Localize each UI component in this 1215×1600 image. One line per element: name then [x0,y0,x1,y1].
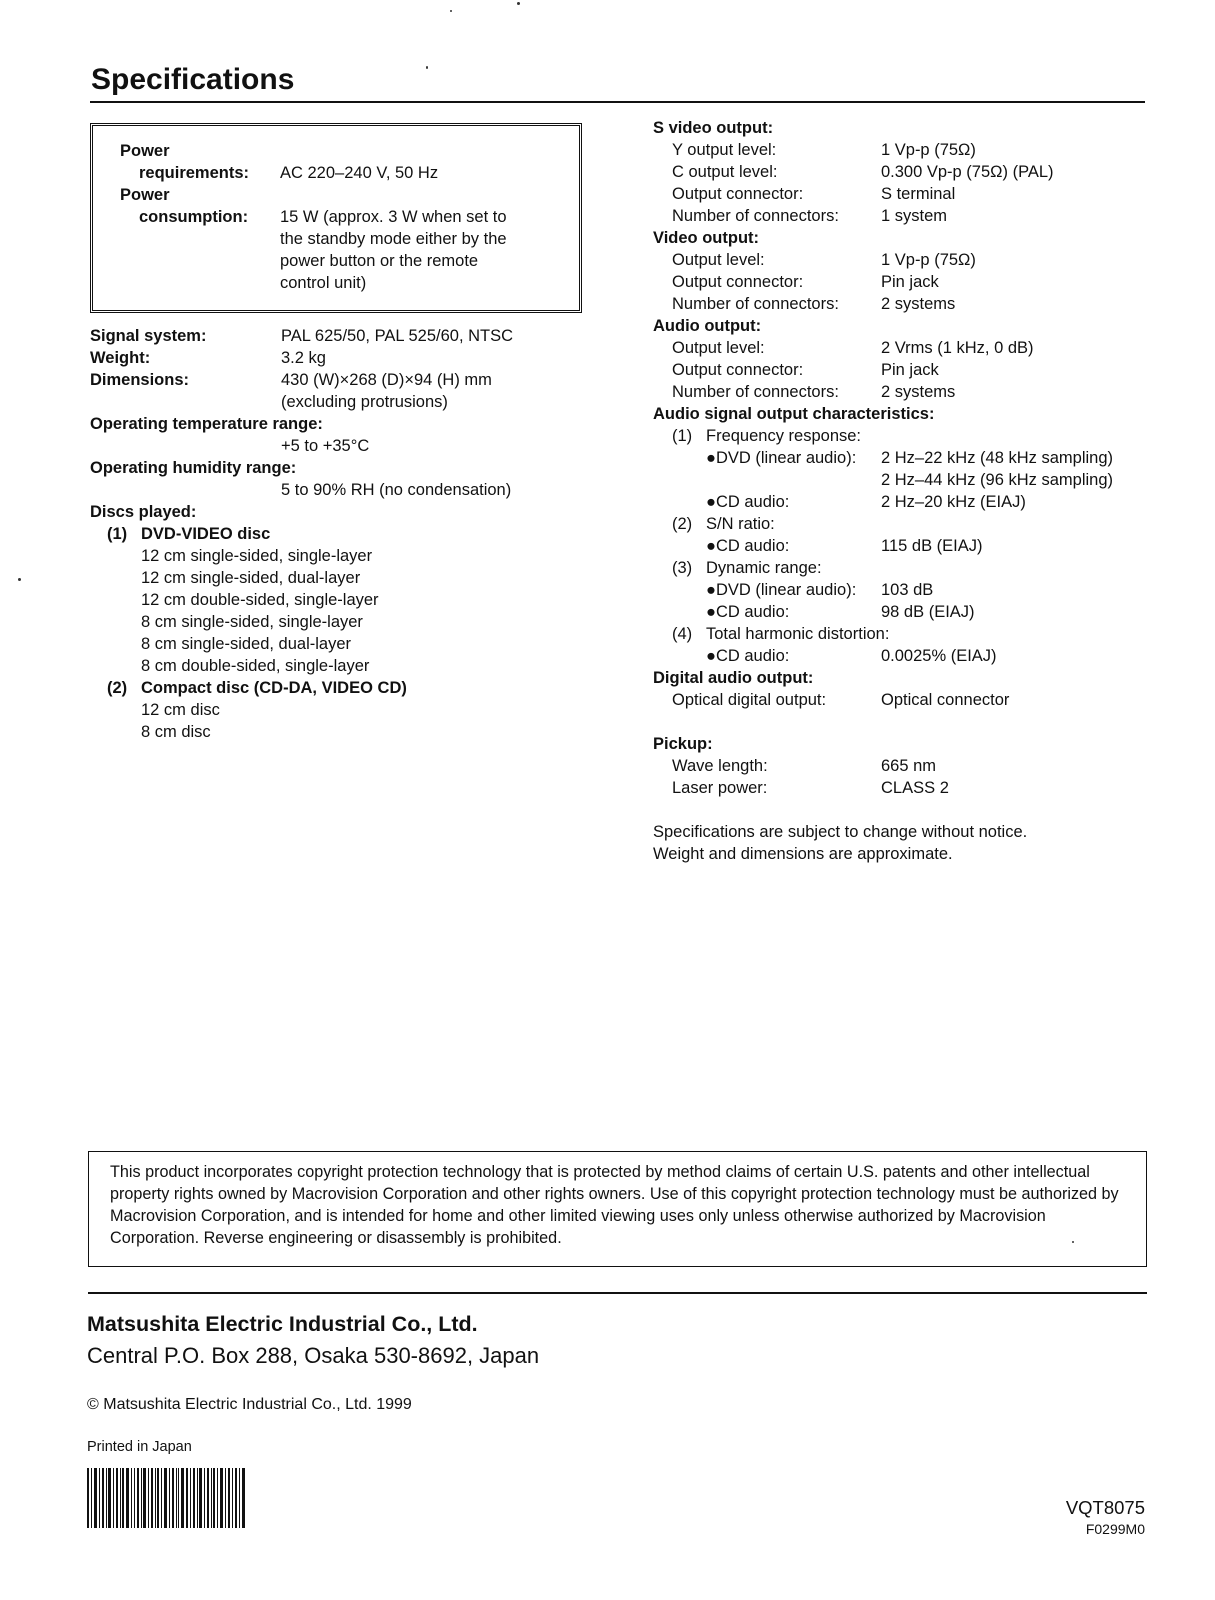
scan-speck [517,2,520,5]
spec-label: Output connector: [672,361,804,379]
company-address: Central P.O. Box 288, Osaka 530-8692, Japan [87,1343,540,1368]
spec-value: 665 nm [881,757,937,775]
print-code: F0299M0 [1085,1521,1145,1537]
disc-item: 8 cm single-sided, single-layer [141,613,363,631]
disc-item: 12 cm single-sided, dual-layer [141,569,361,587]
consumption-line: the standby mode either by the [280,230,507,248]
disc-item: 8 cm single-sided, dual-layer [141,635,352,653]
spec-label: ●CD audio: [706,647,790,665]
spec-value: 103 dB [881,581,934,599]
consumption-line: control unit) [280,274,367,292]
spec-label: Wave length: [672,757,768,775]
spec-value: 1 system [881,207,948,225]
audio-label: Audio output: [653,317,762,335]
spec-value: 2 Hz–20 kHz (EIAJ) [881,493,1026,511]
temperature-label: Operating temperature range: [90,415,323,433]
spec-value: Pin jack [881,273,939,291]
model-code: VQT8075 [1065,1497,1145,1518]
svideo-label: S video output: [653,119,774,137]
spec-label: Number of connectors: [672,295,839,313]
spec-label: Laser power: [672,779,768,797]
consumption-line: power button or the remote [280,252,479,270]
scan-speck [426,66,428,69]
video-label: Video output: [653,229,760,247]
copyright-notice-text: This product incorporates copyright protection technology that is protected by method claims of certain U.S. patents and other intellectual property rights owned by Macrovision Corporation and other rights owners. Use of this copyright protection technology must be authorized by Macrovision Corporation, and is intended for home and other limited viewing uses only unless otherwise authorized by Macrovision Corporation. Reverse engineering or disassembly is prohibited. [110,1163,1119,1247]
disc-item: 12 cm disc [141,701,220,719]
dimensions-value: 430 (W)×268 (D)×94 (H) mm [281,371,492,389]
power-box [90,123,582,313]
spec-value: 2 Hz–44 kHz (96 kHz sampling) [881,471,1113,489]
company-name: Matsushita Electric Industrial Co., Ltd. [87,1312,478,1336]
spec-label: ●DVD (linear audio): [706,449,857,467]
item-number: (3) [672,559,693,577]
consumption-line: 15 W (approx. 3 W when set to [280,208,507,226]
pickup-label: Pickup: [653,735,713,753]
disc-title: DVD-VIDEO disc [141,525,271,543]
spec-value: 115 dB (EIAJ) [881,537,983,555]
spec-label: Number of connectors: [672,383,839,401]
signal-label: Signal system: [90,327,207,345]
requirements-label: requirements: [139,164,250,182]
spec-note: Weight and dimensions are approximate. [653,845,953,863]
spec-label: Output level: [672,251,765,269]
spec-label: ●CD audio: [706,493,790,511]
spec-note: Specifications are subject to change without notice. [653,823,1028,841]
spec-value: 2 systems [881,295,956,313]
spec-label: Y output level: [672,141,777,159]
spec-label: Output connector: [672,185,804,203]
footer-rule [88,1292,1147,1294]
temperature-value: +5 to +35°C [281,437,370,455]
requirements-value: AC 220–240 V, 50 Hz [280,164,439,182]
disc-item: 8 cm disc [141,723,211,741]
title-rule [90,101,1145,103]
spec-label: Output level: [672,339,765,357]
spec-label: ●DVD (linear audio): [706,581,857,599]
disc-number: (2) [107,679,128,697]
discs-label: Discs played: [90,503,197,521]
weight-label: Weight: [90,349,151,367]
item-number: (2) [672,515,693,533]
disc-number: (1) [107,525,128,543]
power-label-2: Power [120,186,170,204]
spec-value: 1 Vp-p (75Ω) [881,251,976,269]
scan-speck [18,578,21,581]
humidity-label: Operating humidity range: [90,459,297,477]
audio-characteristics-label: Audio signal output characteristics: [653,405,935,423]
spec-label: Number of connectors: [672,207,839,225]
spec-label: Output connector: [672,273,804,291]
dimensions-label: Dimensions: [90,371,190,389]
item-label: Frequency response: [706,427,862,445]
humidity-value: 5 to 90% RH (no condensation) [281,481,512,499]
weight-value: 3.2 kg [281,349,326,367]
spec-value: 2 Vrms (1 kHz, 0 dB) [881,339,1034,357]
item-label: Dynamic range: [706,559,822,577]
dimensions-value-note: (excluding protrusions) [281,393,448,411]
copyright-line: © Matsushita Electric Industrial Co., Ltd. 1999 [87,1396,412,1413]
spec-label: Optical digital output: [672,691,827,709]
spec-value: Pin jack [881,361,939,379]
spec-label: ●CD audio: [706,537,790,555]
barcode-image [87,1468,247,1528]
page-title: Specifications [91,63,295,96]
item-label: S/N ratio: [706,515,775,533]
disc-item: 12 cm double-sided, single-layer [141,591,379,609]
spec-value: Optical connector [881,691,1010,709]
spec-value: 2 systems [881,383,956,401]
spec-value: CLASS 2 [881,779,949,797]
spec-value: 2 Hz–22 kHz (48 kHz sampling) [881,449,1113,467]
spec-value: 0.0025% (EIAJ) [881,647,997,665]
spec-value: 98 dB (EIAJ) [881,603,975,621]
digital-audio-label: Digital audio output: [653,669,814,687]
spec-value: 1 Vp-p (75Ω) [881,141,976,159]
signal-value: PAL 625/50, PAL 525/60, NTSC [281,327,514,345]
item-number: (1) [672,427,693,445]
disc-title: Compact disc (CD-DA, VIDEO CD) [141,679,407,697]
disc-item: 8 cm double-sided, single-layer [141,657,370,675]
printed-in: Printed in Japan [87,1439,192,1455]
item-label: Total harmonic distortion: [706,625,890,643]
disc-item: 12 cm single-sided, single-layer [141,547,373,565]
spec-value: S terminal [881,185,956,203]
spec-value: 0.300 Vp-p (75Ω) (PAL) [881,163,1054,181]
consumption-label: consumption: [139,208,249,226]
scan-speck [450,10,452,12]
copyright-notice-box [88,1151,1147,1267]
spec-label: ●CD audio: [706,603,790,621]
item-number: (4) [672,625,693,643]
scan-speck [1072,1241,1074,1243]
power-label: Power [120,142,170,160]
spec-label: C output level: [672,163,778,181]
